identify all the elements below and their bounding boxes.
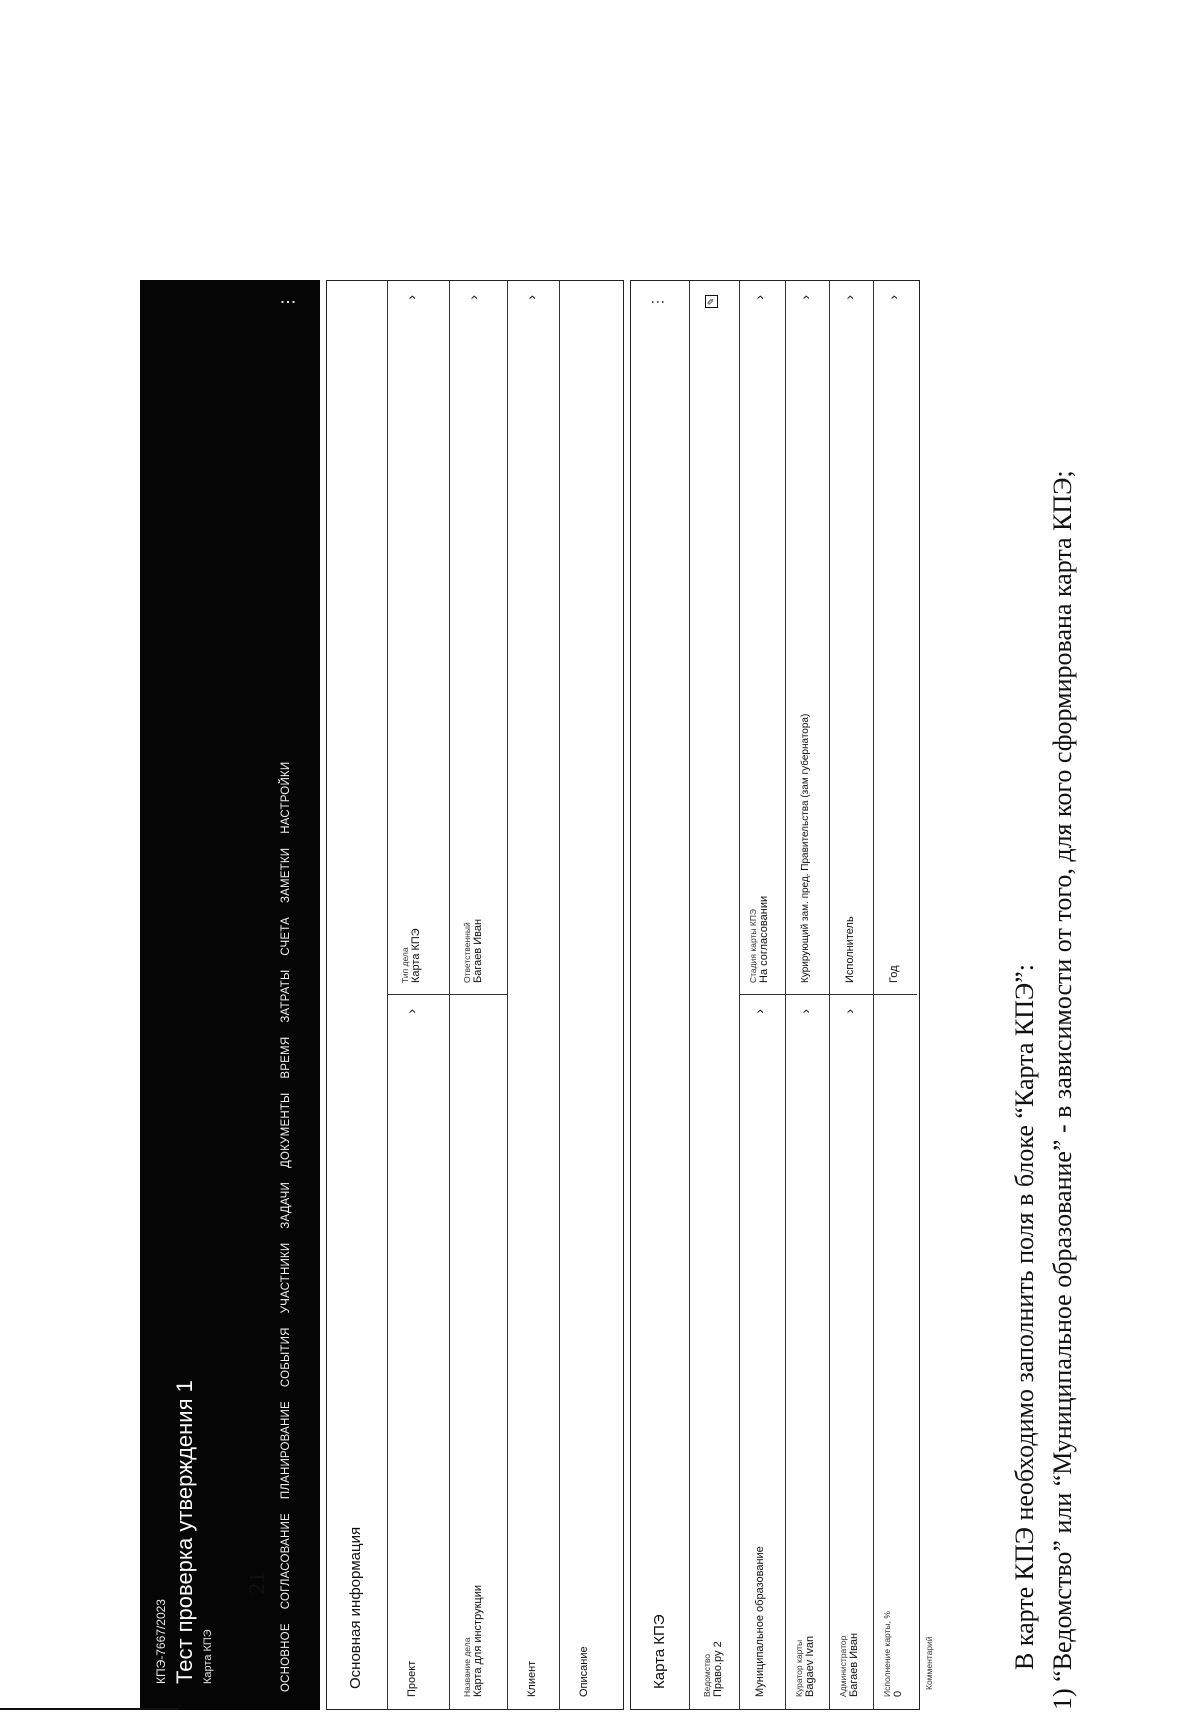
row-agency <box>689 281 739 1709</box>
more-vertical-icon[interactable]: ⋮ <box>649 295 665 309</box>
tab-time[interactable]: ВРЕМЯ <box>280 1036 292 1079</box>
tab-approval[interactable]: СОГЛАСОВАНИЕ <box>280 1513 292 1610</box>
main-info-section <box>326 280 624 1710</box>
field-label: Куратор карты <box>794 1639 804 1697</box>
tab-participants[interactable]: УЧАСТНИКИ <box>280 1242 292 1314</box>
row-project-type <box>387 281 449 1709</box>
field-label: Курирующий зам. пред. Правительства (зам губернатора) <box>800 713 811 983</box>
description-field[interactable] <box>560 281 623 1709</box>
case-header <box>140 280 320 1710</box>
row-curator-supervisor <box>785 281 829 1709</box>
comment-label: Комментарий <box>924 1636 934 1690</box>
page-subtitle: Карта КПЭ <box>202 1629 214 1684</box>
responsible-field[interactable] <box>450 281 507 995</box>
tab-events[interactable]: СОБЫТИЯ <box>280 1327 292 1388</box>
project-field[interactable] <box>388 995 449 1709</box>
field-label: Тип дела <box>400 947 410 983</box>
chevron-right-icon[interactable]: › <box>841 1009 857 1014</box>
field-value: Карта для инструкции <box>472 1585 484 1697</box>
field-label: Муниципальное образование <box>754 1546 766 1697</box>
tab-planning[interactable]: ПЛАНИРОВАНИЕ <box>280 1401 292 1500</box>
tab-settings[interactable]: НАСТРОЙКИ <box>280 761 292 834</box>
tab-documents[interactable]: ДОКУМЕНТЫ <box>280 1092 292 1168</box>
field-label: Год <box>888 965 900 983</box>
tab-invoices[interactable]: СЧЕТА <box>280 917 292 956</box>
field-label: Ответственный <box>462 922 472 983</box>
curator-field[interactable] <box>786 995 829 1709</box>
case-id: КПЭ-7667/2023 <box>154 1599 168 1684</box>
kpe-card-section <box>630 280 920 1710</box>
row-completion-year <box>873 281 917 1709</box>
chevron-right-icon[interactable]: › <box>751 295 767 300</box>
field-value: На согласовании <box>758 895 770 983</box>
case-type-field[interactable] <box>388 281 449 995</box>
chevron-right-icon[interactable]: › <box>751 1009 767 1014</box>
field-value: Багаев Иван <box>472 918 484 983</box>
more-vertical-icon[interactable]: ⋮ <box>280 294 297 310</box>
chevron-right-icon[interactable]: › <box>403 1009 419 1014</box>
edit-icon[interactable]: ✎ <box>705 295 718 308</box>
municipality-field[interactable] <box>740 995 785 1709</box>
chevron-right-icon[interactable]: › <box>797 1009 813 1014</box>
field-value: Право.ру 2 <box>712 1641 724 1697</box>
tab-bar <box>280 762 292 1692</box>
agency-field[interactable] <box>690 281 739 1709</box>
field-label: Стадия карты КПЭ <box>748 908 758 983</box>
field-label: Название дела <box>462 1637 472 1697</box>
row-client <box>507 281 559 1709</box>
section-title: Основная информация <box>347 1526 364 1689</box>
chevron-right-icon[interactable]: › <box>841 295 857 300</box>
admin-field[interactable] <box>830 995 873 1709</box>
tab-notes[interactable]: ЗАМЕТКИ <box>280 847 292 904</box>
field-value: Карта КПЭ <box>410 928 422 983</box>
client-field[interactable] <box>508 281 559 1709</box>
executor-field[interactable] <box>830 281 873 995</box>
chevron-right-icon[interactable]: › <box>797 295 813 300</box>
page-number: 21 <box>244 1572 269 1594</box>
year-field[interactable] <box>874 281 917 995</box>
case-name-field[interactable] <box>450 995 507 1709</box>
instruction-line-2: 1) “Ведомство” или “Муниципальное образование” - в зависимости от того, для кого сформирована карта КПЭ; <box>1048 470 1077 1710</box>
instruction-line-1: В карте КПЭ необходимо заполнить поля в блоке “Карта КПЭ”: <box>1010 964 1039 1670</box>
row-description <box>559 281 623 1709</box>
scan-edge <box>0 1708 178 1710</box>
tab-tasks[interactable]: ЗАДАЧИ <box>280 1182 292 1229</box>
section-title: Карта КПЭ <box>651 1614 668 1689</box>
tab-expenses[interactable]: ЗАТРАТЫ <box>280 969 292 1023</box>
field-label: Клиент <box>526 1660 538 1697</box>
field-value: Bagaev Ivan <box>804 1635 816 1697</box>
field-value: Багаев Иван <box>848 1632 860 1697</box>
page-title: Тест проверка утверждения 1 <box>172 1380 197 1684</box>
field-label: Исполнение карты, % <box>882 1611 892 1697</box>
field-label: Администратор <box>838 1635 848 1697</box>
chevron-right-icon[interactable]: › <box>403 295 419 300</box>
field-label: Исполнитель <box>844 916 856 983</box>
field-label: Проект <box>406 1660 418 1697</box>
tab-main[interactable]: ОСНОВНОЕ <box>280 1623 292 1692</box>
stage-field[interactable] <box>740 281 785 995</box>
row-admin-executor <box>829 281 873 1709</box>
completion-field[interactable] <box>874 995 917 1709</box>
row-name-responsible <box>449 281 507 1709</box>
row-municipality-stage <box>739 281 785 1709</box>
field-label: Ведомство <box>702 1653 712 1697</box>
field-label: Описание <box>578 1646 590 1697</box>
chevron-right-icon[interactable]: › <box>465 295 481 300</box>
app-screenshot <box>140 280 1077 1710</box>
chevron-right-icon[interactable]: › <box>523 295 539 300</box>
supervisor-field[interactable] <box>786 281 829 995</box>
field-value: 0 <box>892 1690 904 1697</box>
chevron-right-icon[interactable]: › <box>885 295 901 300</box>
row-comment <box>917 281 921 1709</box>
